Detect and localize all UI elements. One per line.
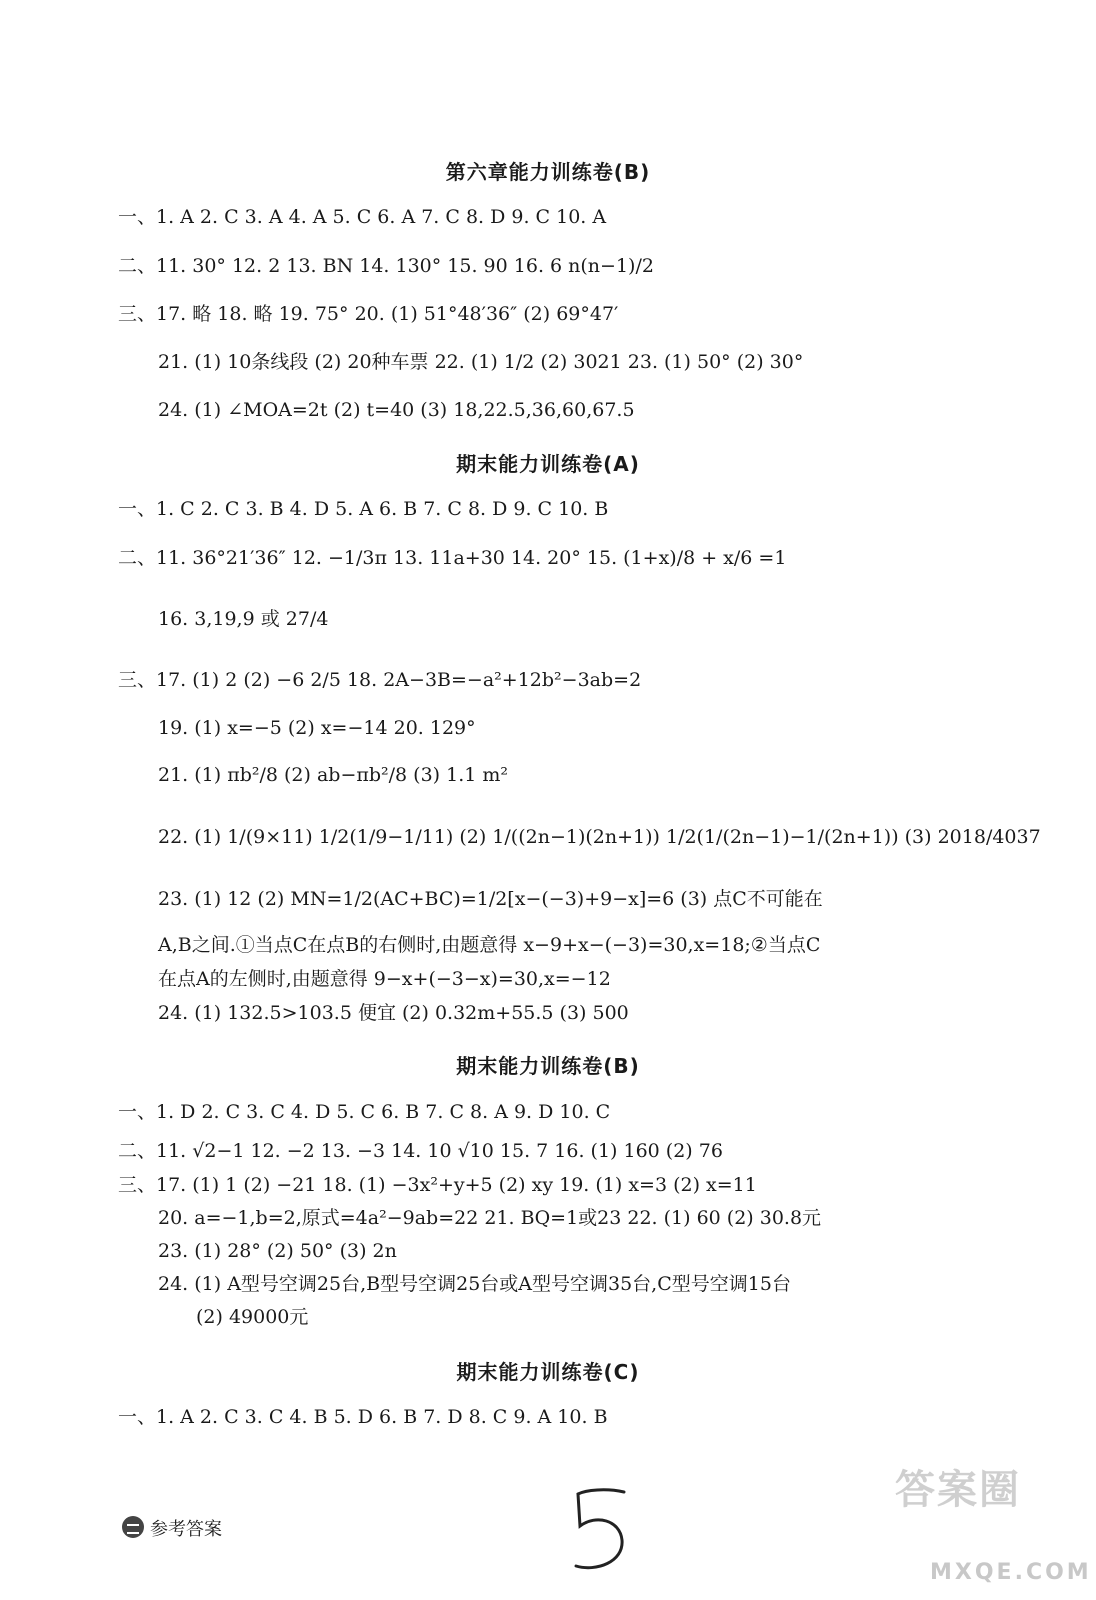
answer-line: 21. (1) πb²/8 (2) ab−πb²/8 (3) 1.1 m² [158, 764, 509, 786]
answer-line: 一、1. D 2. C 3. C 4. D 5. C 6. B 7. C 8. A 9. D 10. C [118, 1101, 611, 1123]
answer-line: 二、11. 30° 12. 2 13. BN 14. 130° 15. 90 16. 6 n(n−1)/2 [118, 255, 654, 277]
answer-line: 一、1. A 2. C 3. A 4. A 5. C 6. A 7. C 8. D 9. C 10. A [118, 206, 607, 228]
section-title-final-a: 期末能力训练卷(A) [456, 452, 640, 476]
footer-label: 参考答案 [150, 1519, 222, 1540]
section-title-final-c: 期末能力训练卷(C) [456, 1360, 640, 1384]
answer-line: 一、1. C 2. C 3. B 4. D 5. A 6. B 7. C 8. D 9. C 10. B [118, 498, 609, 520]
book-icon [122, 1516, 144, 1538]
section-title-final-b: 期末能力训练卷(B) [456, 1054, 640, 1078]
watermark-url: MXQE.COM [930, 1560, 1092, 1585]
answer-line: 23. (1) 28° (2) 50° (3) 2n [158, 1240, 397, 1262]
answer-line: 三、17. (1) 1 (2) −21 18. (1) −3x²+y+5 (2) xy 19. (1) x=3 (2) x=11 [118, 1174, 757, 1196]
answer-line: 在点A的左侧时,由题意得 9−x+(−3−x)=30,x=−12 [158, 968, 611, 990]
answer-line: 23. (1) 12 (2) MN=1/2(AC+BC)=1/2[x−(−3)+9−x]=6 (3) 点C不可能在 [158, 888, 823, 910]
answer-line: 二、11. √2−1 12. −2 13. −3 14. 10 √10 15. 7 16. (1) 160 (2) 76 [118, 1140, 723, 1162]
answer-line: 二、11. 36°21′36″ 12. −1/3π 13. 11a+30 14. 20° 15. (1+x)/8 + x/6 =1 [118, 547, 787, 569]
answer-line: 一、1. A 2. C 3. C 4. B 5. D 6. B 7. D 8. C 9. A 10. B [118, 1406, 608, 1428]
answer-line: 22. (1) 1/(9×11) 1/2(1/9−1/11) (2) 1/((2n−1)(2n+1)) 1/2(1/(2n−1)−1/(2n+1)) (3) 2018/4037 [158, 826, 1041, 848]
handwritten-page-number [566, 1470, 636, 1580]
answer-line: 16. 3,19,9 或 27/4 [158, 608, 329, 630]
answer-line: (2) 49000元 [196, 1306, 309, 1328]
answer-line: 19. (1) x=−5 (2) x=−14 20. 129° [158, 717, 476, 739]
answer-line: A,B之间.①当点C在点B的右侧时,由题意得 x−9+x−(−3)=30,x=18;②当点C [158, 934, 821, 956]
answer-line: 20. a=−1,b=2,原式=4a²−9ab=22 21. BQ=1或23 22. (1) 60 (2) 30.8元 [158, 1207, 822, 1229]
answer-line: 三、17. (1) 2 (2) −6 2/5 18. 2A−3B=−a²+12b²−3ab=2 [118, 669, 642, 691]
answer-line: 24. (1) A型号空调25台,B型号空调25台或A型号空调35台,C型号空调15台 [158, 1273, 791, 1295]
section-title-ch6-b: 第六章能力训练卷(B) [445, 160, 651, 184]
answer-line: 24. (1) 132.5>103.5 便宜 (2) 0.32m+55.5 (3) 500 [158, 1002, 629, 1024]
answer-line: 三、17. 略 18. 略 19. 75° 20. (1) 51°48′36″ (2) 69°47′ [118, 303, 619, 325]
watermark-logo: 答案圈 [895, 1467, 1021, 1513]
answer-line: 24. (1) ∠MOA=2t (2) t=40 (3) 18,22.5,36,60,67.5 [158, 399, 635, 421]
answer-line: 21. (1) 10条线段 (2) 20种车票 22. (1) 1/2 (2) 3021 23. (1) 50° (2) 30° [158, 351, 804, 373]
